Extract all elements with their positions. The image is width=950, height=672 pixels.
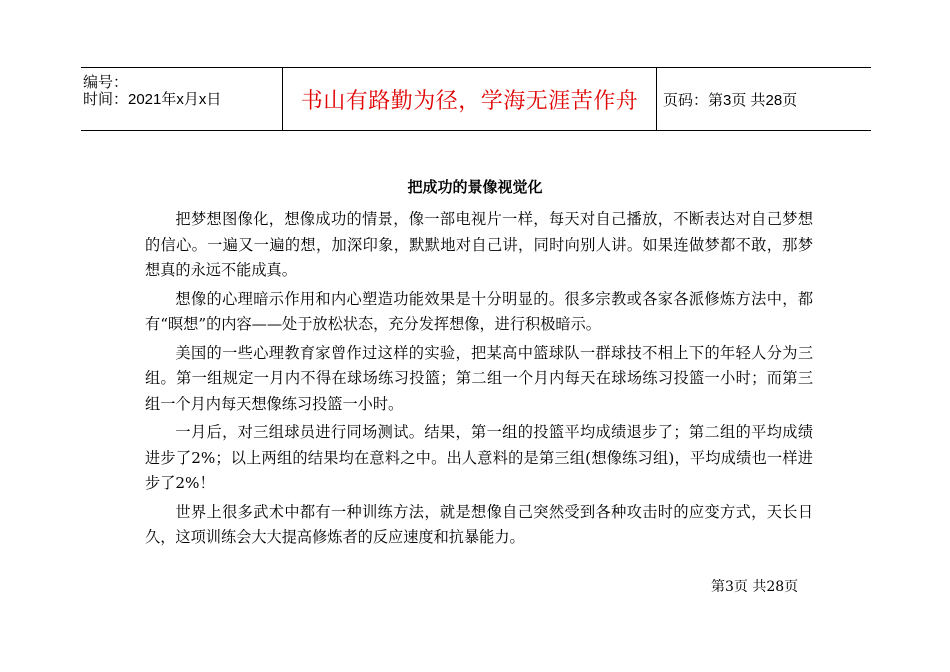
header-meta-cell	[81, 68, 283, 130]
header-motto: 书山有路勤为径，学海无涯苦作舟	[283, 68, 657, 130]
document-time-label: 时间：2021年x月x日	[83, 91, 222, 108]
page-footer: 第3页 共28页	[711, 579, 799, 595]
document-body	[145, 207, 813, 554]
body-paragraph: 想像的心理暗示作用和内心塑造功能效果是十分明显的。很多宗教或各家各派修炼方法中，都有“暝想”的内容——处于放松状态，充分发挥想像，进行积极暗示。	[145, 289, 813, 333]
document-title: 把成功的景像视觉化	[407, 178, 543, 196]
header-page-info: 页码：第3页 共28页	[663, 91, 798, 109]
body-paragraph: 把梦想图像化，想像成功的情景，像一部电视片一样，每天对自己播放，不断表达对自己梦想的信心。一遍又一遍的想，加深印象，默默地对自己讲，同时向别人讲。如果连做梦都不敢，那梦想真的永远不能成真。	[145, 210, 813, 279]
body-paragraph: 一月后，对三组球员进行同场测试。结果，第一组的投篮平均成绩退步了；第二组的平均成绩进步了2%；以上两组的结果均在意料之中。出人意料的是第三组(想像练习组)，平均成绩也一样进步了2%！	[145, 423, 813, 492]
page-header	[81, 67, 871, 131]
body-paragraph: 美国的一些心理教育家曾作过这样的实验，把某高中篮球队一群球技不相上下的年轻人分为三组。第一组规定一月内不得在球场练习投篮；第二组一个月内每天在球场练习投篮一小时；而第三组一个月内每天想像练习投篮一小时。	[145, 343, 813, 413]
document-number-label: 编号：	[83, 74, 129, 91]
body-paragraph: 世界上很多武术中都有一种训练方法，就是想像自己突然受到各种攻击时的应变方式，天长日久，这项训练会大大提高修炼者的反应速度和抗暴能力。	[145, 502, 813, 546]
